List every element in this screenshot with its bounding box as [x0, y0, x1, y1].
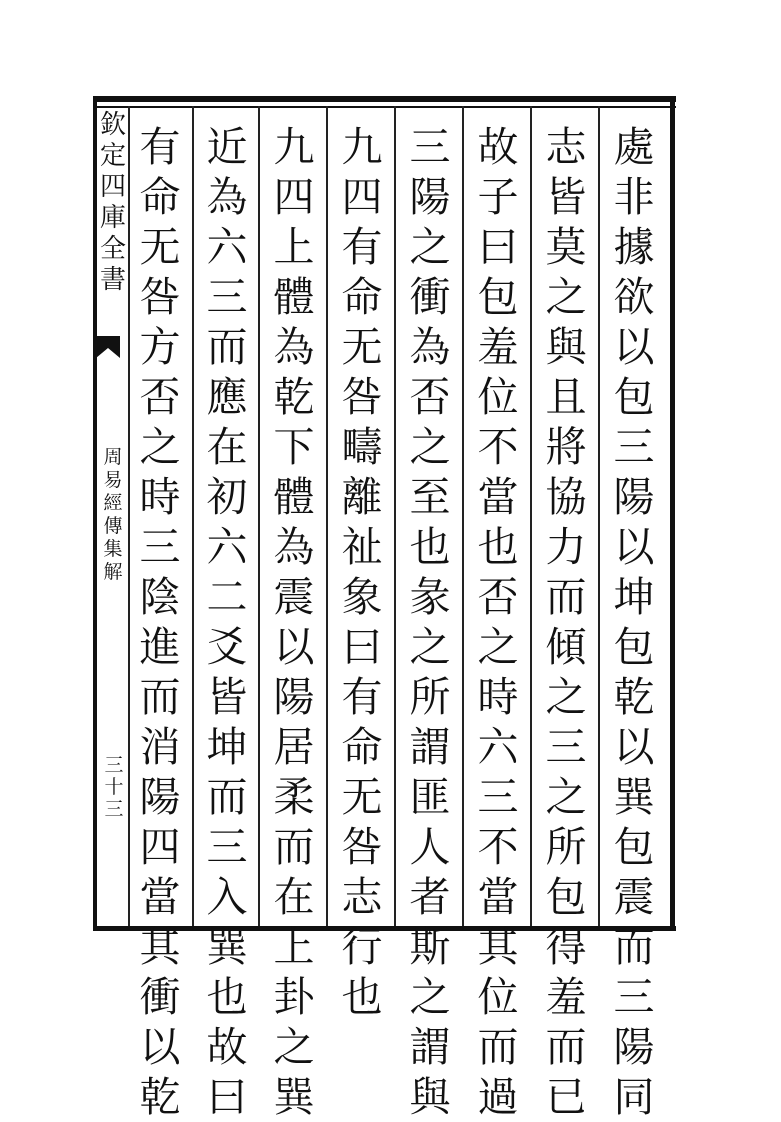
character: 得 [545, 923, 587, 971]
character: 柔 [273, 773, 315, 821]
character: 否 [409, 373, 451, 421]
character: 乾 [139, 1073, 181, 1121]
character: 之 [477, 623, 519, 671]
character: 以 [613, 323, 655, 371]
column-rule [258, 106, 260, 926]
character: 上 [273, 923, 315, 971]
character: 命 [341, 723, 383, 771]
column-rule [192, 106, 194, 926]
character: 衝 [409, 273, 451, 321]
character: 謂 [409, 723, 451, 771]
text-column-1 [604, 122, 664, 1121]
character: 陽 [139, 773, 181, 821]
character: 當 [477, 473, 519, 521]
text-column-4 [400, 122, 460, 1121]
character: 二 [206, 573, 248, 621]
character: 集 [103, 538, 123, 560]
character: 十 [104, 776, 124, 798]
character: 離 [341, 473, 383, 521]
column-rule [462, 106, 464, 926]
margin-book-title [100, 446, 126, 584]
character: 曰 [477, 223, 519, 271]
character: 而 [613, 923, 655, 971]
character: 下 [273, 423, 315, 471]
character: 將 [545, 423, 587, 471]
character: 所 [545, 823, 587, 871]
character: 協 [545, 473, 587, 521]
character: 包 [613, 623, 655, 671]
character: 上 [273, 223, 315, 271]
character: 爻 [206, 623, 248, 671]
character: 書 [99, 265, 126, 295]
character: 近 [206, 123, 248, 171]
character: 不 [477, 423, 519, 471]
page-number [102, 754, 126, 820]
character: 而 [545, 573, 587, 621]
character: 有 [139, 123, 181, 171]
text-column-3 [468, 122, 528, 1121]
character: 也 [206, 973, 248, 1021]
character: 命 [341, 273, 383, 321]
character: 震 [273, 573, 315, 621]
character: 三 [206, 823, 248, 871]
character: 陽 [613, 473, 655, 521]
character: 方 [139, 323, 181, 371]
character: 巽 [206, 923, 248, 971]
character: 為 [273, 323, 315, 371]
character: 周 [103, 446, 123, 468]
character: 三 [104, 754, 124, 776]
character: 坤 [613, 573, 655, 621]
character: 為 [206, 173, 248, 221]
character: 之 [545, 773, 587, 821]
character: 之 [409, 623, 451, 671]
character: 有 [341, 223, 383, 271]
character: 巽 [613, 773, 655, 821]
character: 而 [206, 773, 248, 821]
character: 而 [206, 323, 248, 371]
character: 為 [409, 323, 451, 371]
character: 人 [409, 823, 451, 871]
character: 陰 [139, 573, 181, 621]
character: 否 [477, 573, 519, 621]
character: 處 [613, 123, 655, 171]
character: 之 [545, 673, 587, 721]
character: 也 [341, 973, 383, 1021]
character: 也 [409, 523, 451, 571]
character: 命 [139, 173, 181, 221]
character: 力 [545, 523, 587, 571]
character: 无 [341, 323, 383, 371]
character: 位 [477, 373, 519, 421]
character: 欽 [99, 110, 126, 140]
character: 之 [409, 973, 451, 1021]
character: 九 [273, 123, 315, 171]
character: 曰 [341, 623, 383, 671]
character: 羞 [477, 323, 519, 371]
character: 咎 [139, 273, 181, 321]
character: 其 [139, 923, 181, 971]
character: 時 [477, 673, 519, 721]
character: 乾 [273, 373, 315, 421]
character: 三 [409, 123, 451, 171]
character: 同 [613, 1073, 655, 1121]
character: 時 [139, 473, 181, 521]
character: 陽 [273, 673, 315, 721]
character: 六 [206, 523, 248, 571]
character: 消 [139, 723, 181, 771]
character: 卦 [273, 973, 315, 1021]
character: 應 [206, 373, 248, 421]
character: 解 [103, 561, 123, 583]
character: 三 [477, 773, 519, 821]
character: 而 [477, 1023, 519, 1071]
character: 故 [206, 1023, 248, 1071]
character: 羞 [545, 973, 587, 1021]
character: 志 [341, 873, 383, 921]
character: 且 [545, 373, 587, 421]
character: 三 [613, 423, 655, 471]
character: 莫 [545, 223, 587, 271]
fishtail-mark-icon [96, 336, 120, 358]
character: 也 [477, 523, 519, 571]
character: 與 [409, 1073, 451, 1121]
character: 而 [139, 673, 181, 721]
character: 三 [139, 523, 181, 571]
column-rule [530, 106, 532, 926]
character: 過 [477, 1073, 519, 1121]
character: 三 [206, 273, 248, 321]
character: 皆 [545, 173, 587, 221]
character: 之 [139, 423, 181, 471]
frame-left-border [93, 96, 97, 931]
text-column-8 [130, 122, 190, 1121]
character: 有 [341, 673, 383, 721]
character: 四 [273, 173, 315, 221]
character: 定 [99, 141, 126, 171]
character: 象 [341, 573, 383, 621]
character: 而 [545, 1023, 587, 1071]
character: 四 [99, 172, 126, 202]
character: 行 [341, 923, 383, 971]
character: 所 [409, 673, 451, 721]
character: 在 [273, 873, 315, 921]
character: 之 [409, 423, 451, 471]
character: 无 [139, 223, 181, 271]
character: 子 [477, 173, 519, 221]
character: 六 [206, 223, 248, 271]
character: 入 [206, 873, 248, 921]
text-column-2 [536, 122, 596, 1121]
character: 在 [206, 423, 248, 471]
character: 而 [273, 823, 315, 871]
character: 包 [477, 273, 519, 321]
character: 三 [545, 723, 587, 771]
character: 當 [477, 873, 519, 921]
character: 斯 [409, 923, 451, 971]
margin-title [98, 110, 128, 296]
column-rule [326, 106, 328, 926]
character: 易 [103, 469, 123, 491]
character: 皆 [206, 673, 248, 721]
character: 彖 [409, 573, 451, 621]
character: 陽 [409, 173, 451, 221]
character: 體 [273, 273, 315, 321]
character: 三 [613, 973, 655, 1021]
character: 包 [545, 873, 587, 921]
character: 全 [99, 234, 126, 264]
character: 志 [545, 123, 587, 171]
character: 進 [139, 623, 181, 671]
character: 初 [206, 473, 248, 521]
column-rule [598, 106, 600, 926]
character: 當 [139, 873, 181, 921]
character: 祉 [341, 523, 383, 571]
character: 傾 [545, 623, 587, 671]
character: 以 [139, 1023, 181, 1071]
character: 坤 [206, 723, 248, 771]
character: 九 [341, 123, 383, 171]
character: 咎 [341, 823, 383, 871]
character: 為 [273, 523, 315, 571]
text-column-7 [197, 122, 257, 1121]
character: 之 [545, 273, 587, 321]
character: 四 [139, 823, 181, 871]
character: 曰 [206, 1073, 248, 1121]
character: 非 [613, 173, 655, 221]
character: 與 [545, 323, 587, 371]
character: 包 [613, 373, 655, 421]
character: 无 [341, 773, 383, 821]
frame-right-border [670, 96, 675, 931]
character: 陽 [613, 1023, 655, 1071]
character: 欲 [613, 273, 655, 321]
frame-top-inner-border [93, 106, 676, 108]
character: 其 [477, 923, 519, 971]
character: 匪 [409, 773, 451, 821]
character: 位 [477, 973, 519, 1021]
character: 已 [545, 1073, 587, 1121]
frame-top-border [93, 96, 676, 102]
column-rule [394, 106, 396, 926]
character: 以 [273, 623, 315, 671]
character: 否 [139, 373, 181, 421]
character: 咎 [341, 373, 383, 421]
character: 傳 [103, 515, 123, 537]
text-column-6 [264, 122, 324, 1121]
character: 庫 [99, 203, 126, 233]
character: 乾 [613, 673, 655, 721]
character: 以 [613, 523, 655, 571]
character: 經 [103, 492, 123, 514]
character: 之 [273, 1023, 315, 1071]
character: 疇 [341, 423, 383, 471]
character: 衝 [139, 973, 181, 1021]
character: 六 [477, 723, 519, 771]
character: 居 [273, 723, 315, 771]
character: 三 [104, 798, 124, 820]
character: 震 [613, 873, 655, 921]
character: 包 [613, 823, 655, 871]
character: 至 [409, 473, 451, 521]
character: 體 [273, 473, 315, 521]
character: 故 [477, 123, 519, 171]
character: 之 [409, 223, 451, 271]
character: 四 [341, 173, 383, 221]
character: 者 [409, 873, 451, 921]
character: 據 [613, 223, 655, 271]
character: 謂 [409, 1023, 451, 1071]
text-column-5 [332, 122, 392, 1021]
character: 不 [477, 823, 519, 871]
character: 以 [613, 723, 655, 771]
character: 巽 [273, 1073, 315, 1121]
